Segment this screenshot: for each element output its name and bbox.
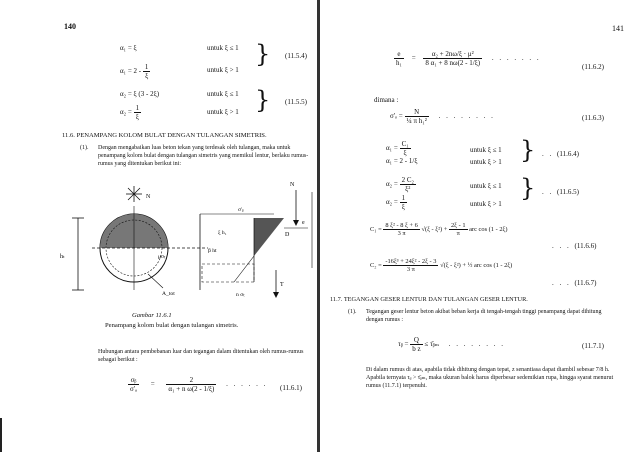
eq-11-6-6: C₁ = $\frac{\text{8 ξ² - 8 ξ + 6}}{3 \pi}$ √(ξ - ξ²) + $\frac{2\xi - 1}{\pi}$ arc cos (1 - 2ξ) (370, 222, 508, 237)
eq-11-7-1: τᵦ = $\frac{Q}{\text{b z}}$ ≤ τ̄ᵦₘ . . . . . . . . (398, 336, 506, 353)
stress-block (254, 218, 284, 256)
eq-11-6-4-number: . . (11.6.4) (542, 150, 579, 158)
label-d: D (285, 232, 290, 238)
label-e: e (302, 220, 305, 226)
eq-11-6-5-cond2: untuk ξ > 1 (470, 200, 502, 208)
load-point-icon (126, 186, 142, 202)
eq-11-6-2-number: (11.6.2) (582, 63, 604, 71)
eq-11-6-4-cond1: untuk ξ ≤ 1 (470, 146, 502, 154)
eq-11-6-4-line1: α₁ = $\frac{\text{C₁}}{\xi}$ (386, 140, 409, 157)
label-xi-h1: ξ h₁ (218, 230, 227, 236)
eq-11-5-5-cond1: untuk ξ ≤ 1 (207, 90, 239, 98)
eq-11-6-1-number: (11.6.1) (280, 384, 302, 392)
label-n-sigma-t: n σₜ (236, 292, 245, 298)
eq-11-6-5-cond1: untuk ξ ≤ 1 (470, 182, 502, 190)
brace-right: } (255, 86, 271, 114)
figure-caption-text: Penampang kolom bulat dengan tulangan simetris. (105, 322, 239, 329)
eq-11-5-5-cond2: untuk ξ > 1 (207, 108, 239, 116)
eq-11-6-6-number: . . . (11.6.6) (552, 242, 597, 250)
brace-right: } (520, 136, 536, 164)
figure-caption-title: Gambar 11.6.1 (132, 312, 172, 319)
eq-11-5-5-line2: α₂ = $\frac{1}{\xi}$ (120, 104, 140, 121)
label-n-top: N (146, 194, 151, 200)
eq-11-6-2: $\frac{e}{\text{h₁}}$ = $\frac{\text{α₂ + 2nω/ξ · μ²}}{\text{8 α₁ + 8 nω(2 - 1/ξ)}}$ . . . . . . . (396, 50, 541, 67)
eq-11-7-1-number: (11.7.1) (582, 342, 604, 350)
section-heading-11-7: 11.7. TEGANGAN GESER LENTUR DAN TULANGAN GESER LENTUR. (330, 296, 528, 303)
section-heading-11-6: 11.6. PENAMPANG KOLOM BULAT DENGAN TULANGAN SIMETRIS. (62, 132, 267, 139)
label-a-tot: A_tot (162, 291, 175, 297)
eq-11-6-5-number: . . (11.6.5) (542, 188, 579, 196)
eq-11-5-5-number: (11.5.5) (285, 98, 307, 106)
label-n-right: N (290, 182, 295, 188)
brace-right: } (520, 174, 536, 202)
left-page (0, 0, 318, 452)
label-mu-sigma: μσₜ (158, 254, 166, 260)
eq-11-5-4-line1: α₁ = ξ (120, 44, 137, 52)
label-h-t: hₜ (60, 254, 65, 260)
item-number: (1). (80, 145, 89, 151)
page-number-right: 141 (612, 24, 624, 33)
eq-11-6-3: σ'ₒ = $\frac{N}{\text{¼ π h₁²}}$ . . . . . . . . (390, 108, 495, 125)
eq-11-6-1: $\frac{\text{σᵦ}}{\text{σ'ₐ}}$ = $\frac{2}{\text{α₁ + n ω(2 - 1/ξ)}}$ . . . . . . (130, 376, 268, 393)
label-t: T (280, 282, 284, 288)
item-number: (1). (348, 309, 357, 315)
dimana-label: dimana : (374, 96, 399, 104)
eq-11-5-5-line1: α₂ = ξ (3 - 2ξ) (120, 90, 160, 98)
eq-11-6-4-cond2: untuk ξ > 1 (470, 158, 502, 166)
eq-11-5-4-number: (11.5.4) (285, 52, 307, 60)
figure-column-section (58, 178, 316, 300)
eq-11-6-3-number: (11.6.3) (582, 114, 604, 122)
right-page (320, 0, 638, 452)
left-edge-mark (0, 418, 2, 452)
paragraph-11-6: Dengan mengabaikan luas beton tekan yang terdesak oleh tulangan, maka untuk penampang kolom bulat dengan tulangan simetris yang memikul lentur, berlaku rumus-rumus yang ditentukan berikut ini: (98, 145, 309, 167)
brace-right: } (255, 40, 271, 68)
page-number-left: 140 (64, 22, 76, 31)
paragraph-11-7-note: Di dalam rumus di atas, apabila tidak dihitung dengan tepat, z senantiasa dapat diambil sebesar 7/8 h. Apabila ternyata τᵦ > τ̄ᵦₘ, maka ukuran balok harus diperbesar sedemikian rupa, hingga syarat menurut rumus (11.7.1) terpenuhi. (366, 367, 614, 389)
label-beta-ht: β ht (208, 248, 217, 254)
eq-11-6-5-line1: α₂ = $\frac{\text{2 C₂}}{\text{ξ²}}$ (386, 176, 414, 193)
eq-11-6-5-line2: α₂ = $\frac{1}{\xi}$ (386, 194, 406, 211)
relation-paragraph: Hubungan antara pembebanan luar dan tegangan dalam ditentukan oleh rumus-rumus sebagai berikut : (98, 349, 304, 363)
label-sigma-b: σ'ᵦ (238, 207, 244, 213)
eq-11-6-7-number: . . . (11.6.7) (552, 279, 597, 287)
eq-11-6-7: C₂ = $\frac{\text{-16ξ³ + 24ξ² - 2ξ - 3}}{3 \pi}$ √(ξ - ξ²) + ½ arc cos (1 - 2ξ) (370, 258, 513, 273)
eq-11-6-4-line2: α₁ = 2 - 1/ξ (386, 157, 418, 165)
eq-11-5-4-cond1: untuk ξ ≤ 1 (207, 44, 239, 52)
eq-11-5-4-line2: α₁ = 2 - $\frac{1}{\xi}$ (120, 63, 149, 80)
paragraph-11-7: Tegangan geser lentur beton akibat beban kerja di tengah-tengah tinggi penampang dapat dihitung dengan rumus : (366, 309, 602, 323)
eq-11-5-4-cond2: untuk ξ > 1 (207, 66, 239, 74)
